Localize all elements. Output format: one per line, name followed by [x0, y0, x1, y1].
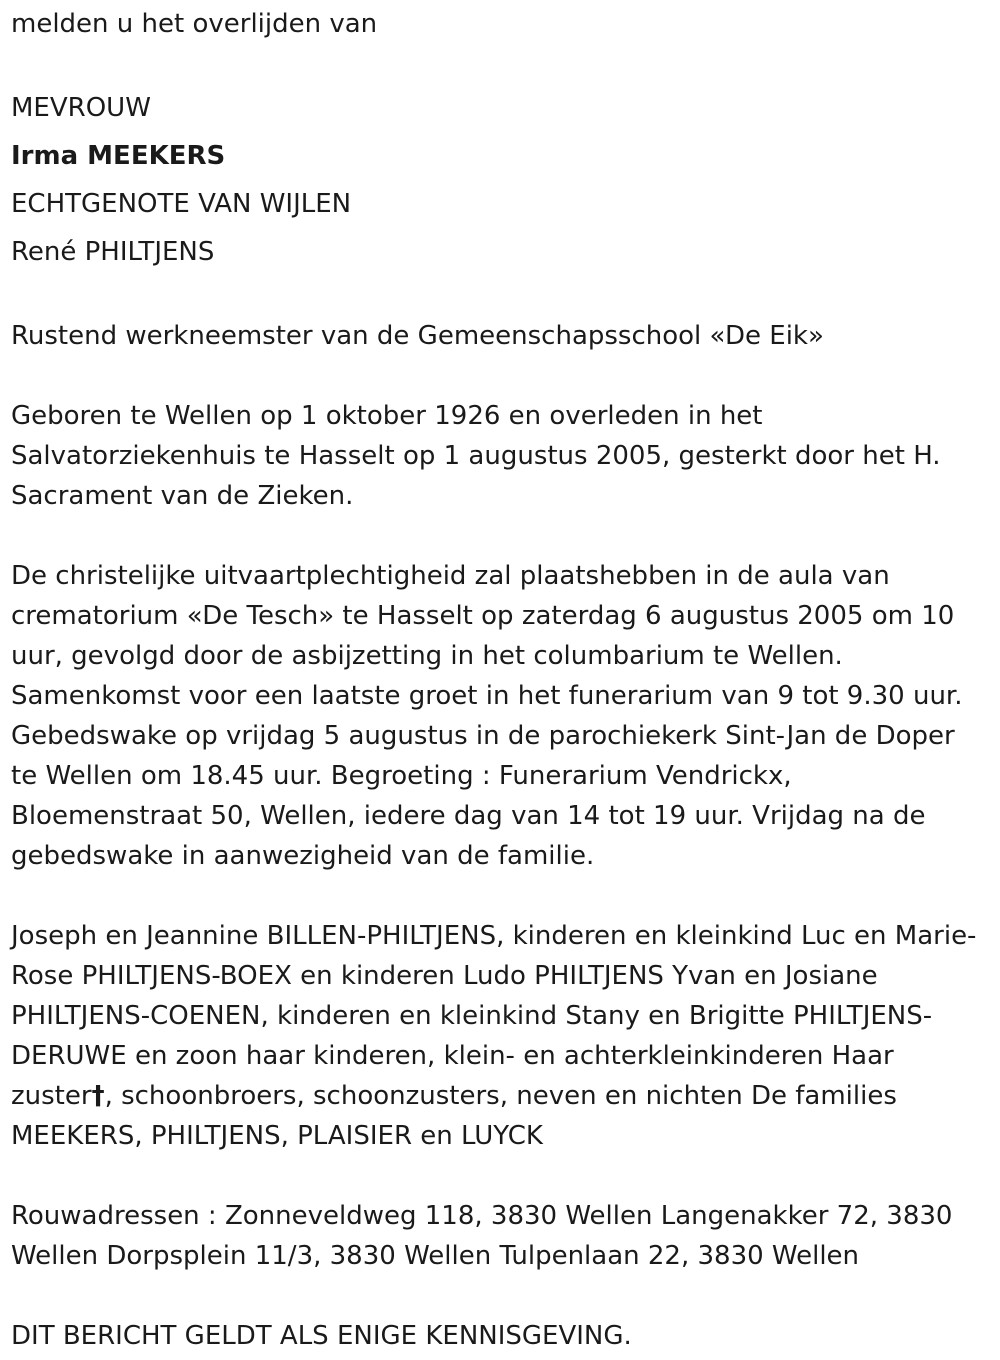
family-text: [11, 916, 988, 1156]
spacer: [11, 1276, 988, 1316]
spacer: [11, 44, 988, 84]
deceased-name: Irma MEEKERS: [11, 141, 226, 171]
spacer: [11, 876, 988, 916]
cross-icon: †: [91, 1081, 105, 1111]
family-text-part-1: Joseph en Jeannine BILLEN-PHILTJENS, kinderen en kleinkind Luc en Marie-Rose PHILTJENS-BOEX en kinderen Ludo PHILTJENS Yvan en Josiane PHILTJENS-COENEN, kinderen en kleinkind Stany en Brigitte PHILTJENS-DERUWE en zoon haar kinderen, klein- en achterkleinkinderen Haar zuster: [11, 921, 977, 1111]
family-text-part-2: , schoonbroers, schoonzusters, neven en nichten De families MEEKERS, PHILTJENS, PLAISIER en LUYCK: [11, 1081, 897, 1151]
notice-text: DIT BERICHT GELDT ALS ENIGE KENNISGEVING.: [11, 1321, 632, 1351]
intro-text: melden u het overlijden van: [11, 9, 378, 39]
spacer: [11, 1156, 988, 1196]
ceremony-text: De christelijke uitvaartplechtigheid zal plaatshebben in de aula van crematorium «De Tesch» te Hasselt op zaterdag 6 augustus 2005 om 10 uur, gevolgd door de asbijzetting in het columbarium te Wellen. Samenkomst voor een laatste groet in het funerarium van 9 tot 9.30 uur. Gebedswake op vrijdag 5 augustus in de parochiekerk Sint-Jan de Doper te Wellen om 18.45 uur. Begroeting : Funerarium Vendrickx, Bloemenstraat 50, Wellen, iedere dag van 14 tot 19 uur. Vrijdag na de gebedswake in aanwezigheid van de familie.: [11, 561, 963, 871]
spacer: [11, 516, 988, 556]
addresses-text: Rouwadressen : Zonneveldweg 118, 3830 Wellen Langenakker 72, 3830 Wellen Dorpsplein 11/3, 3830 Wellen Tulpenlaan 22, 3830 Wellen: [11, 1201, 953, 1271]
deceased-relation: ECHTGENOTE VAN WIJLEN: [11, 189, 352, 219]
deceased-block: [11, 84, 988, 276]
spouse-name: René PHILTJENS: [11, 237, 215, 267]
spacer: [11, 276, 988, 316]
spacer: [11, 356, 988, 396]
deceased-prefix: MEVROUW: [11, 93, 151, 123]
occupation-text: Rustend werkneemster van de Gemeenschapsschool «De Eik»: [11, 321, 824, 351]
birth-death-text: Geboren te Wellen op 1 oktober 1926 en overleden in het Salvatorziekenhuis te Hasselt op 1 augustus 2005, gesterkt door het H. Sacrament van de Zieken.: [11, 401, 941, 511]
